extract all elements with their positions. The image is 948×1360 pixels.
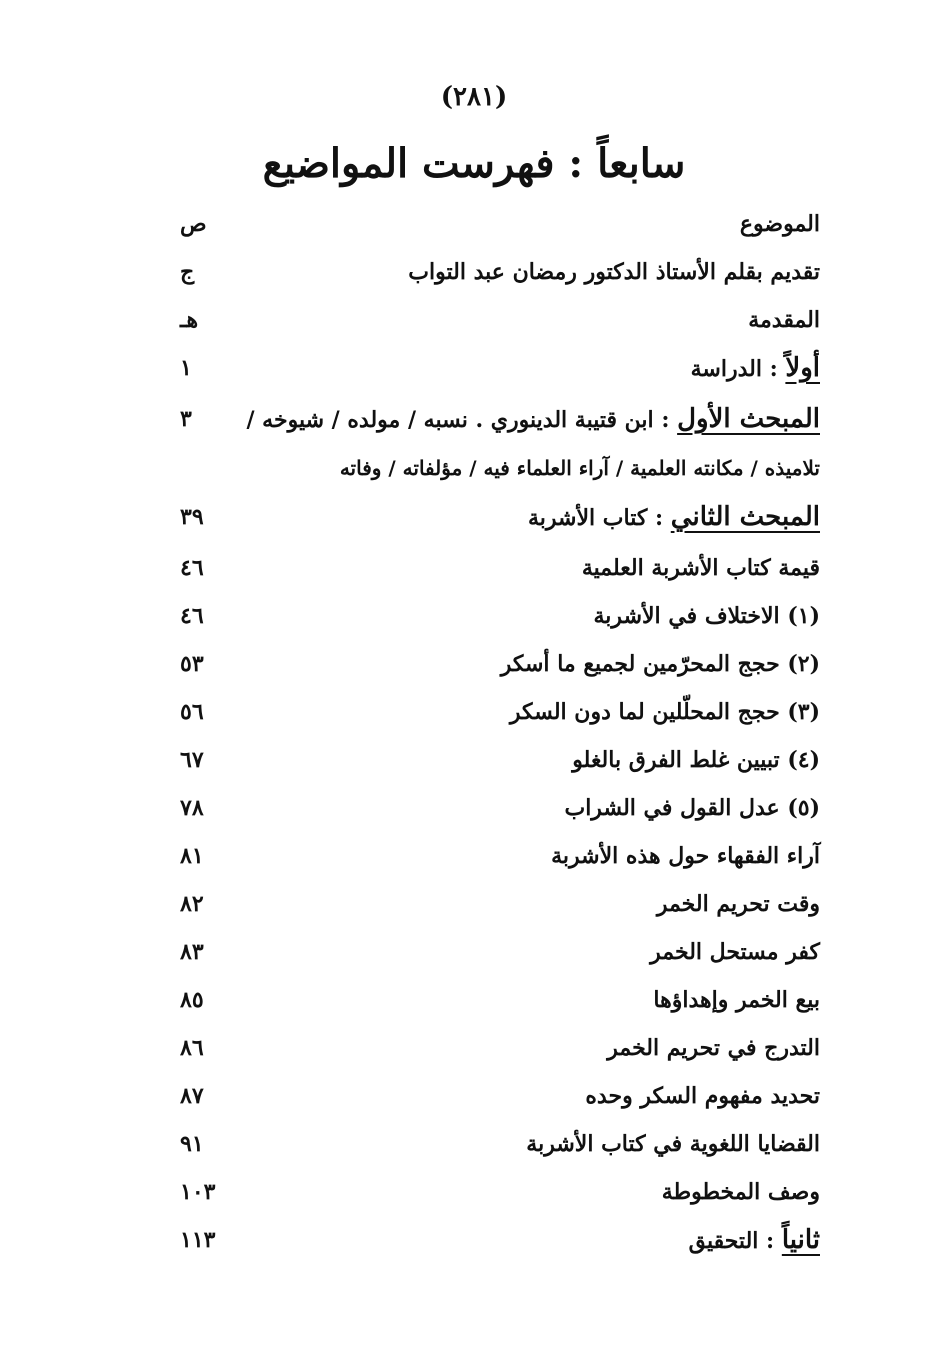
toc-entry-page: ٨٦ — [180, 1035, 204, 1061]
toc-entry-label: (٥) عدل القول في الشراب — [564, 795, 820, 821]
toc-entry-page: ٨٢ — [180, 891, 204, 917]
toc-entry-label: آراء الفقهاء حول هذه الأشربة — [551, 843, 820, 869]
toc-entry — [180, 1072, 820, 1120]
toc-entry-page: ٥٣ — [180, 651, 204, 677]
toc-entry-label: التدرج في تحريم الخمر — [607, 1035, 820, 1061]
toc-entry-label — [528, 502, 820, 532]
toc-entry-page: ٨١ — [180, 843, 204, 869]
toc-entry — [180, 296, 820, 344]
toc-entry-label: وقت تحريم الخمر — [656, 891, 820, 917]
toc-header-page: ص — [180, 211, 207, 237]
toc-header-topic: الموضوع — [739, 211, 820, 237]
toc-entry-label: بيع الخمر وإهداؤها — [653, 987, 820, 1013]
toc-entry-label: تلاميذه / مكانته العلمية / آراء العلماء فيه / مؤلفاته / وفاته — [339, 456, 820, 480]
toc-entry-label: قيمة كتاب الأشربة العلمية — [581, 555, 820, 581]
toc-entry-page: ج — [180, 259, 195, 285]
toc-entry-page: ٩١ — [180, 1131, 204, 1157]
toc-entry-label: كفر مستحل الخمر — [650, 939, 820, 965]
toc-entry-page: ١٠٣ — [180, 1179, 216, 1205]
toc-entry-page: ١١٣ — [180, 1227, 216, 1253]
toc-entry-label: (١) الاختلاف في الأشربة — [593, 603, 820, 629]
toc-entry-label — [691, 353, 820, 383]
toc-entry-page: ٣ — [180, 406, 192, 432]
toc-entry-label: (٢) حجج المحرّمين لجميع ما أسكر — [500, 651, 820, 677]
section-heading-rest: : التحقيق — [688, 1228, 782, 1254]
toc-entry-page: ٨٣ — [180, 939, 204, 965]
toc-entry-page: ٥٦ — [180, 699, 204, 725]
toc-entry — [180, 1168, 820, 1216]
toc-entry-page: ٨٥ — [180, 987, 204, 1013]
toc-entry — [180, 1024, 820, 1072]
toc-entry-label — [689, 1225, 820, 1255]
toc-entry — [180, 688, 820, 736]
toc-entry — [180, 1120, 820, 1168]
table-of-contents — [180, 200, 820, 1264]
toc-entry-page: ٤٦ — [180, 555, 204, 581]
section-heading: المبحث الثاني — [670, 502, 820, 532]
toc-section-heading — [180, 344, 820, 392]
toc-entry-label: تحديد مفهوم السكر وحده — [585, 1083, 820, 1109]
toc-entry — [180, 592, 820, 640]
section-heading-rest: : الدراسة — [690, 356, 786, 382]
toc-section-heading — [180, 490, 820, 544]
toc-entry-page: ٤٦ — [180, 603, 204, 629]
toc-entry-page: ٨٧ — [180, 1083, 204, 1109]
section-heading-rest: : ابن قتيبة الدينوري . نسبه / مولده / شيوخه / — [246, 407, 678, 433]
toc-entry — [180, 640, 820, 688]
toc-entry-page: ٦٧ — [180, 747, 204, 773]
page-title: سابعاً : فهرست المواضيع — [262, 140, 686, 187]
toc-entry-page: ١ — [180, 355, 192, 381]
section-heading: أولاً — [785, 353, 820, 383]
toc-entry — [180, 976, 820, 1024]
section-heading-rest: : كتاب الأشربة — [528, 505, 671, 531]
section-heading: ثانياً — [781, 1225, 820, 1255]
toc-entry — [180, 832, 820, 880]
toc-entry — [180, 928, 820, 976]
toc-entry-page: هـ — [180, 307, 199, 333]
toc-entry — [180, 544, 820, 592]
section-heading: المبحث الأول — [677, 404, 820, 434]
toc-entry-label: تقديم بقلم الأستاذ الدكتور رمضان عبد التواب — [408, 259, 820, 285]
toc-entry-label: وصف المخطوطة — [661, 1179, 820, 1205]
toc-entry-label: (٤) تبيين غلط الفرق بالغلو — [572, 747, 820, 773]
toc-entry-page: ٧٨ — [180, 795, 204, 821]
toc-entry — [180, 248, 820, 296]
toc-entry — [180, 880, 820, 928]
toc-entry-label: (٣) حجج المحلّلين لما دون السكر — [509, 699, 820, 725]
toc-entry — [180, 736, 820, 784]
toc-entry-label: المقدمة — [748, 307, 820, 333]
toc-entry-label: القضايا اللغوية في كتاب الأشربة — [526, 1131, 820, 1157]
toc-header-row — [180, 200, 820, 248]
toc-section-heading — [180, 392, 820, 446]
toc-entry — [180, 784, 820, 832]
page-number: (٢٨١) — [440, 82, 508, 112]
toc-entry-page: ٣٩ — [180, 504, 204, 530]
toc-section-heading — [180, 1216, 820, 1264]
toc-entry-label — [246, 404, 820, 434]
toc-entry-continuation — [180, 446, 820, 490]
